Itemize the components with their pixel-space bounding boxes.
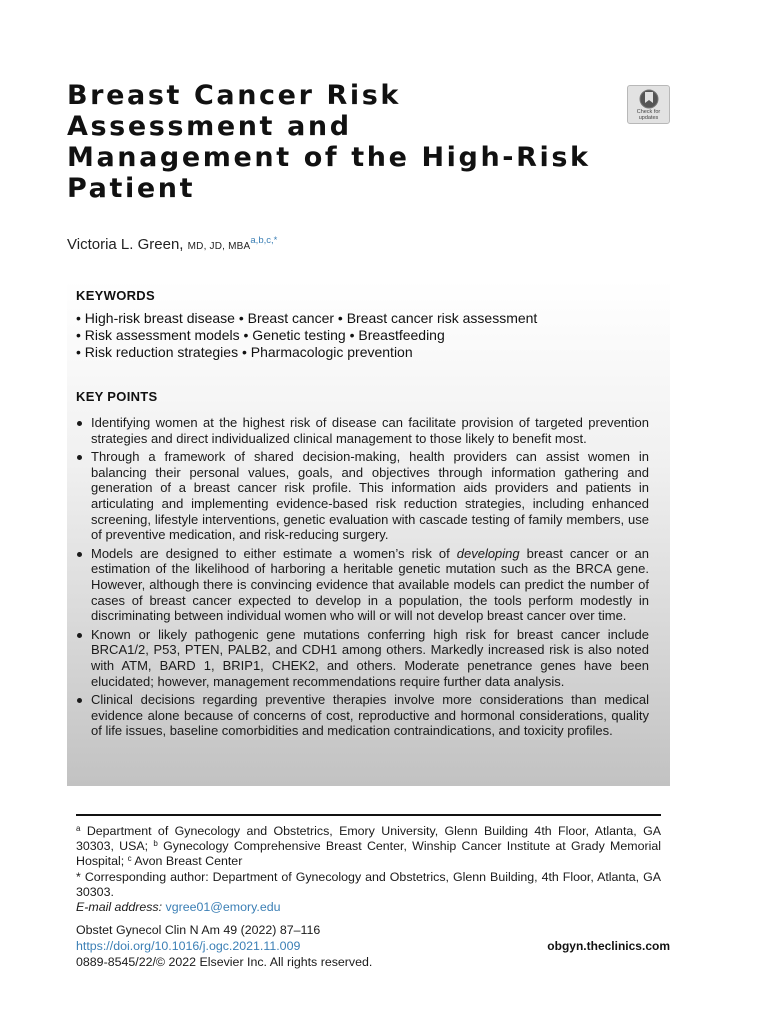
- corresponding-author: * Corresponding author: Department of Gynecology and Obstetrics, Glenn Building, 4th Floor, Atlanta, GA 30303.: [76, 869, 661, 899]
- key-points-heading: KEY POINTS: [76, 389, 158, 404]
- bullet-icon: [77, 633, 82, 638]
- keywords-line: • High-risk breast disease • Breast cancer • Breast cancer risk assessment: [76, 310, 538, 326]
- keywords-line: • Risk assessment models • Genetic testing • Breastfeeding: [76, 327, 445, 343]
- title-line-4: Patient: [67, 173, 196, 204]
- check-for-updates-badge[interactable]: [627, 85, 670, 124]
- title-line-1: Breast Cancer Risk: [67, 80, 401, 111]
- author-line: [67, 236, 277, 253]
- bullet-icon: [77, 552, 82, 557]
- bullet-icon: [77, 698, 82, 703]
- key-point-item: Through a framework of shared decision-making, health providers can assist women in balancing their personal values, goals, and objectives through information gathering and generation of a breast cancer risk profile. This information aids providers and patients in articulating and implementing evidence-based risk reduction strategies, including enhanced screening, lifestyle interventions, genetic evaluation with cascade testing of family members, use of preventive medication, and risk-reducing surgery.: [76, 449, 649, 543]
- author-name: Victoria L. Green,: [67, 236, 184, 253]
- email-label: E-mail address:: [76, 900, 163, 915]
- affiliations: [76, 824, 661, 915]
- copyright-line: 0889-8545/22/© 2022 Elsevier Inc. All rights reserved.: [76, 955, 373, 969]
- keywords-heading: KEYWORDS: [76, 288, 155, 303]
- author-degrees: MD, JD, MBA: [187, 241, 251, 252]
- email-line: [76, 900, 661, 915]
- badge-caption: Check for updates: [636, 109, 661, 121]
- key-point-item: Identifying women at the highest risk of disease can facilitate provision of targeted prevention strategies and direct individualized clinical management to those likely to benefit most.: [76, 415, 649, 446]
- bullet-icon: [77, 455, 82, 460]
- key-point-item: Models are designed to either estimate a women’s risk of developing breast cancer or an estimation of the likelihood of harboring a heritable genetic mutation such as the BRCA gene. However, although there is convincing evidence that available models can predict the number of cases of breast cancer expected to develop in a population, the tools perform modestly in discriminating between individual women who will or will not develop breast cancer over time.: [76, 546, 649, 624]
- affiliation-text: $^a$ Department of Gynecology and Obstetrics, Emory University, Glenn Building 4th Floor, Atlanta, GA 30303, USA; $^b$ Gynecology Comprehensive Breast Center, Winship Cancer Institute at Grady Memorial Hospital; $^c$ Avon Breast Center: [76, 824, 661, 869]
- title-line-3: Management of the High-Risk: [67, 142, 591, 173]
- title-line-2: Assessment and: [67, 111, 352, 142]
- email-link[interactable]: vgree01@emory.edu: [165, 900, 281, 915]
- citation-footer: [76, 922, 670, 970]
- key-point-item: Clinical decisions regarding preventive therapies involve more considerations than medical evidence alone because of concerns of cost, reproductive and hormonal considerations, quality of life issues, baseline comorbidities and medication contraindications, and toxicity profiles.: [76, 692, 649, 739]
- author-affiliation-links[interactable]: a,b,c,*: [250, 235, 278, 246]
- footnote-divider: [76, 814, 661, 816]
- key-point-item: Known or likely pathogenic gene mutations conferring high risk for breast cancer include BRCA1/2, P53, PTEN, PALB2, and CDH1 among others. Markedly increased risk is also noted with ATM, BARD 1, BRIP1, CHEK2, and others. Moderate penetrance genes have been elucidated; however, management recommendations require further data analysis.: [76, 627, 649, 689]
- article-title: [67, 80, 627, 204]
- key-points-list: [76, 415, 649, 742]
- keywords-line: • Risk reduction strategies • Pharmacologic prevention: [76, 344, 413, 360]
- keywords-list: [76, 310, 537, 361]
- doi-link[interactable]: https://doi.org/10.1016/j.ogc.2021.11.009: [76, 939, 301, 953]
- journal-site-link[interactable]: obgyn.theclinics.com: [547, 939, 670, 953]
- bullet-icon: [77, 421, 82, 426]
- journal-citation: Obstet Gynecol Clin N Am 49 (2022) 87–116: [76, 923, 321, 937]
- check-for-updates-icon: [639, 89, 659, 109]
